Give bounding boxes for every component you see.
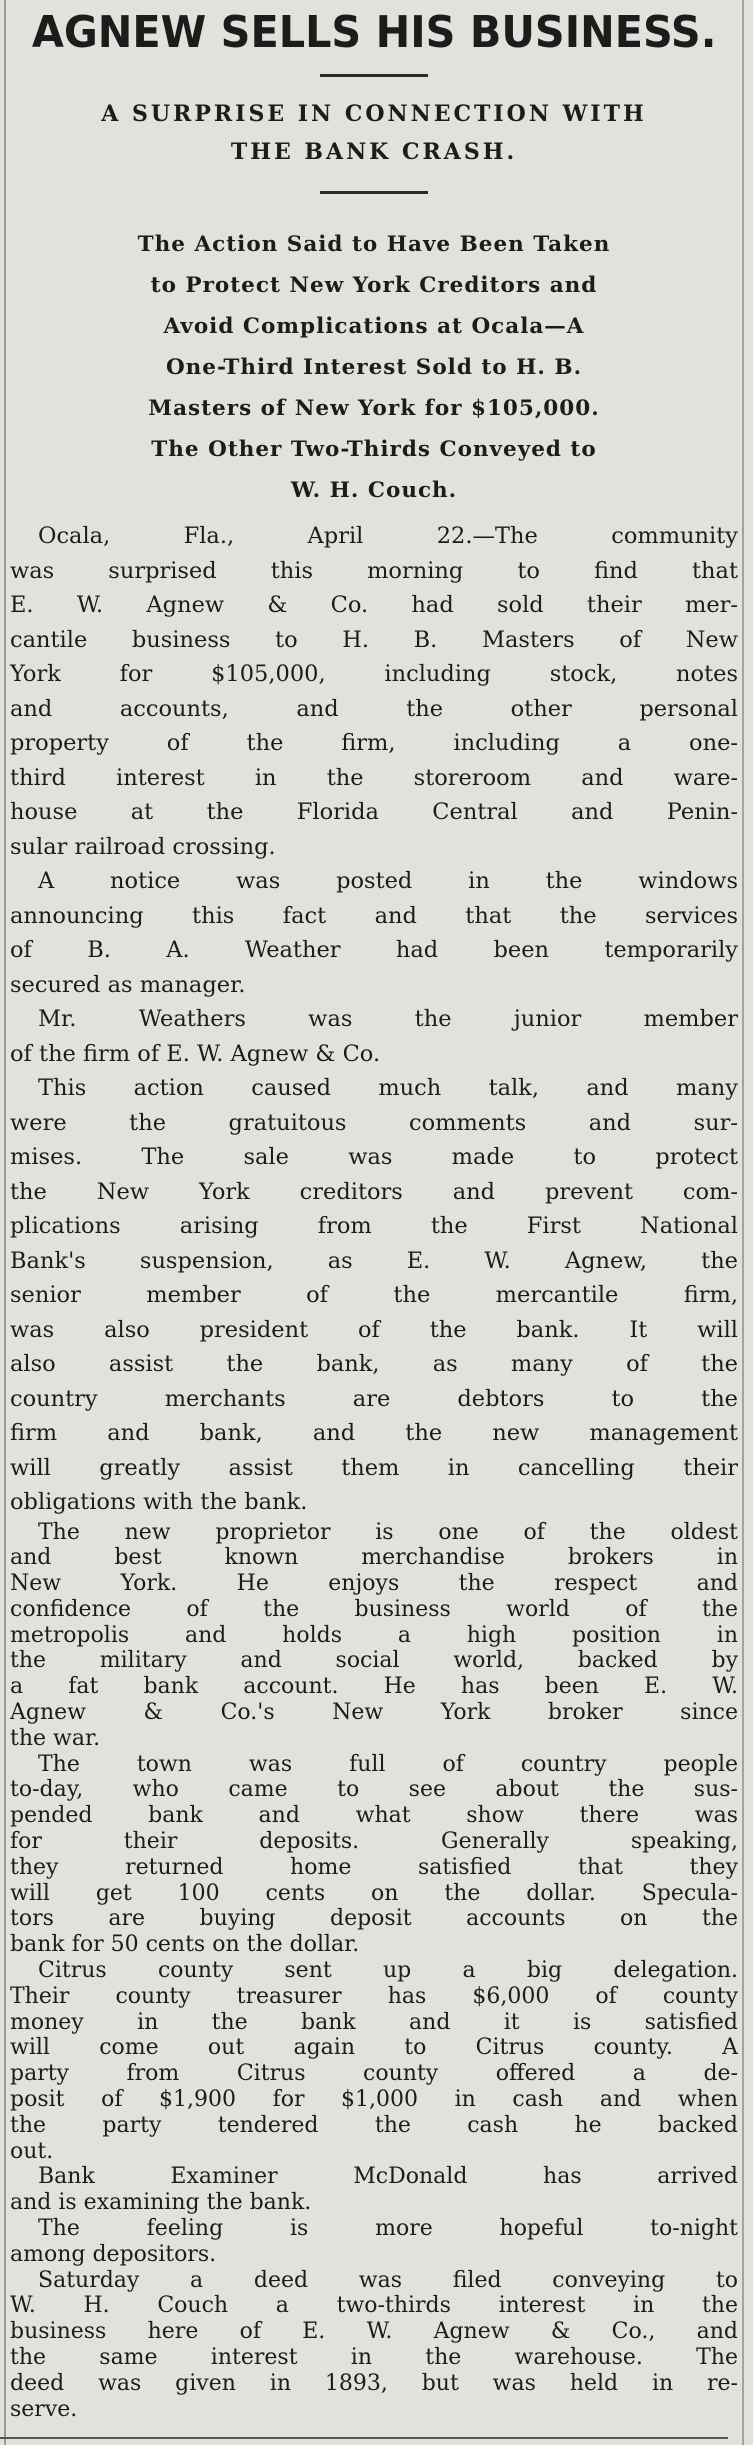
text-line: Their county treasurer has $6,000 of county: [10, 1983, 738, 2009]
deck: [10, 224, 738, 511]
text-line: the military and social world, backed by: [10, 1648, 738, 1674]
text-line: property of the firm, including a one-: [10, 730, 738, 756]
text-line: Ocala, Fla., April 22.—The community: [38, 523, 738, 549]
article-body-lower: [10, 1520, 738, 2423]
text-line: house at the Florida Central and Penin-: [10, 799, 738, 825]
paragraph: [10, 1958, 738, 2164]
subhead-line: A SURPRISE IN CONNECTION WITH: [101, 101, 647, 127]
text-line: Agnew & Co.'s New York broker since: [10, 1700, 738, 1726]
text-line: firm and bank, and the new management: [10, 1420, 738, 1446]
paragraph: [10, 2216, 738, 2268]
text-line: of B. A. Weather had been temporarily: [10, 937, 738, 963]
text-line: and best known merchandise brokers in: [10, 1545, 738, 1571]
text-line: mises. The sale was made to protect: [10, 1144, 738, 1170]
paragraph: [10, 2268, 738, 2423]
subhead-line: THE BANK CRASH.: [230, 139, 518, 165]
text-line: Mr. Weathers was the junior member: [38, 1006, 738, 1032]
paragraph: [10, 1752, 738, 1958]
text-line: confidence of the business world of the: [10, 1596, 738, 1622]
text-line: York for $105,000, including stock, notes: [10, 661, 738, 687]
text-line: secured as manager.: [10, 971, 246, 998]
deck-line: Masters of New York for $105,000.: [148, 396, 600, 421]
text-line: plications arising from the First National: [10, 1213, 738, 1239]
text-line: The town was full of country people: [38, 1751, 738, 1777]
text-line: third interest in the storeroom and ware-: [10, 764, 738, 791]
text-line: and accounts, and the other personal: [10, 695, 738, 722]
headline: AGNEW SELLS HIS BUSINESS.: [31, 7, 717, 58]
text-line: of the firm of E. W. Agnew & Co.: [10, 1040, 381, 1067]
text-line: business here of E. W. Agnew & Co., and: [10, 2319, 738, 2345]
text-line: Saturday a deed was filed conveying to: [38, 2267, 738, 2293]
paragraph: [10, 1002, 738, 1071]
text-line: also assist the bank, as many of the: [10, 1351, 738, 1377]
text-line: the same interest in the warehouse. The: [10, 2345, 738, 2370]
deck-line: to Protect New York Creditors and: [150, 273, 598, 298]
text-line: the party tendered the cash he backed: [10, 2112, 738, 2138]
deck-line: The Action Said to Have Been Taken: [137, 232, 611, 257]
deck-line: The Other Two-Thirds Conveyed to: [151, 437, 597, 462]
text-line: tors are buying deposit accounts on the: [10, 1906, 738, 1932]
text-line: This action caused much talk, and many: [38, 1075, 738, 1101]
text-line: The feeling is more hopeful to-night: [38, 2216, 738, 2242]
text-line: was surprised this morning to find that: [10, 557, 738, 584]
text-line: serve.: [10, 2396, 78, 2422]
text-line: were the gratuitous comments and sur-: [10, 1109, 738, 1136]
text-line: sular railroad crossing.: [10, 833, 276, 860]
text-line: the New York creditors and prevent com-: [10, 1178, 738, 1205]
text-line: party from Citrus county offered a de-: [10, 2061, 738, 2087]
deck-line: Avoid Complications at Ocala—A: [163, 314, 585, 339]
text-line: and is examining the bank.: [10, 2190, 312, 2216]
text-line: New York. He enjoys the respect and: [10, 1571, 738, 1597]
text-line: bank for 50 cents on the dollar.: [10, 1932, 360, 1958]
text-line: senior member of the mercantile firm,: [10, 1282, 738, 1308]
text-line: Bank's suspension, as E. W. Agnew, the: [10, 1247, 738, 1274]
text-line: Bank Examiner McDonald has arrived: [38, 2164, 738, 2190]
paragraph: [10, 1520, 738, 1752]
text-line: cantile business to H. B. Masters of New: [10, 626, 738, 653]
paragraph: [10, 864, 738, 1002]
text-line: The new proprietor is one of the oldest: [38, 1519, 738, 1545]
text-line: was also president of the bank. It will: [10, 1316, 738, 1343]
text-line: announcing this fact and that the services: [10, 902, 738, 929]
text-line: Citrus county sent up a big delegation.: [38, 1958, 738, 1984]
text-line: pended bank and what show there was: [10, 1803, 738, 1829]
text-line: deed was given in 1893, but was held in re-: [10, 2370, 738, 2396]
subhead: [10, 95, 738, 171]
paragraph: [10, 1071, 738, 1520]
text-line: they returned home satisfied that they: [10, 1854, 738, 1880]
subhead-rule: [320, 191, 428, 194]
column-rule-left: [4, 0, 6, 2445]
text-line: the war.: [10, 1725, 101, 1751]
text-line: W. H. Couch a two-thirds interest in the: [10, 2293, 738, 2319]
deck-line: W. H. Couch.: [290, 478, 458, 503]
article: [10, 0, 738, 2422]
headline-rule: [320, 74, 428, 77]
text-line: to-day, who came to see about the sus-: [10, 1777, 738, 1803]
column-rule-right: [742, 0, 744, 2445]
text-line: out.: [10, 2138, 54, 2164]
text-line: among depositors.: [10, 2241, 217, 2267]
text-line: will come out again to Citrus county. A: [10, 2035, 738, 2061]
text-line: posit of $1,900 for $1,000 in cash and when: [10, 2087, 738, 2113]
paragraph: [10, 2164, 738, 2216]
bottom-rule: [0, 2437, 728, 2439]
text-line: A notice was posted in the windows: [38, 868, 738, 894]
article-body-upper: [10, 519, 738, 1520]
text-line: a fat bank account. He has been E. W.: [10, 1674, 738, 1700]
text-line: money in the bank and it is satisfied: [10, 2009, 738, 2035]
deck-line: One-Third Interest Sold to H. B.: [165, 355, 583, 380]
text-line: metropolis and holds a high position in: [10, 1622, 738, 1648]
text-line: will greatly assist them in cancelling their: [10, 1454, 738, 1481]
text-line: for their deposits. Generally speaking,: [10, 1829, 738, 1855]
text-line: E. W. Agnew & Co. had sold their mer-: [10, 592, 738, 618]
text-line: will get 100 cents on the dollar. Specula-: [10, 1880, 738, 1906]
paragraph: [10, 519, 738, 864]
text-line: obligations with the bank.: [10, 1489, 308, 1515]
text-line: country merchants are debtors to the: [10, 1385, 738, 1412]
